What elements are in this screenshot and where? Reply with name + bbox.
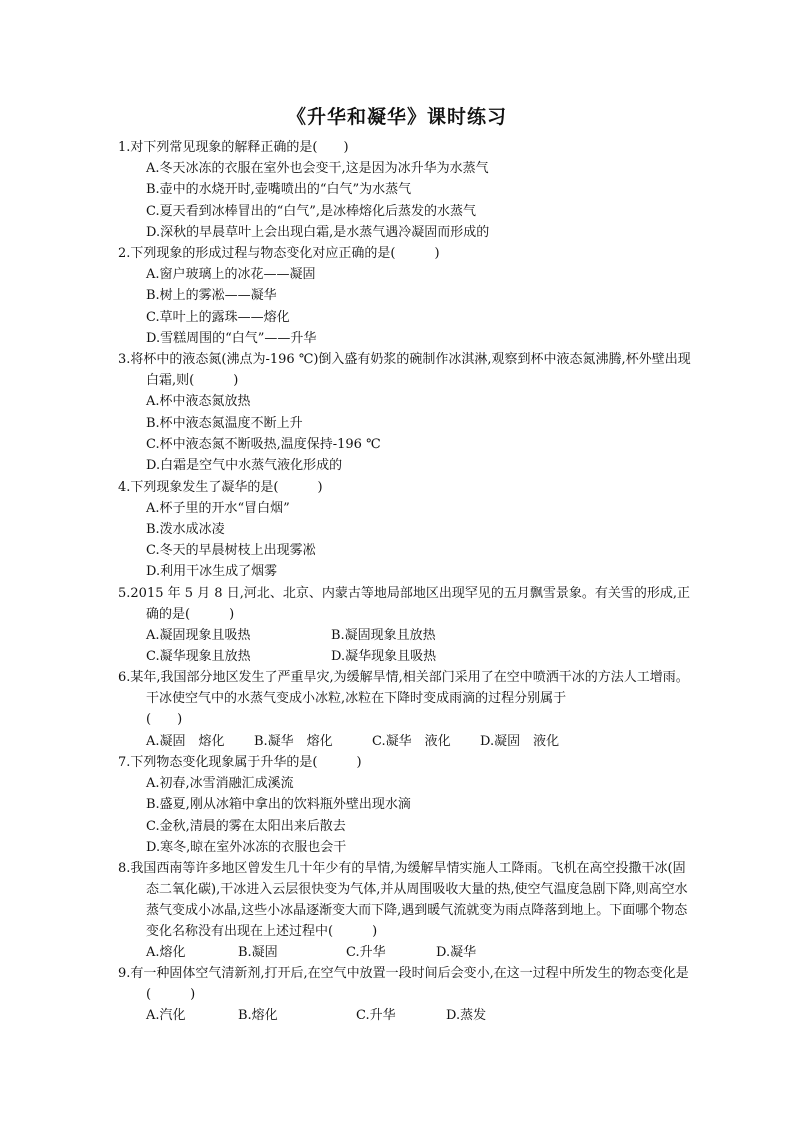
option-c: C.杯中液态氮不断吸热,温度保持-196 ℃: [146, 436, 381, 452]
option-d: D.蒸发: [446, 1008, 487, 1024]
option-d: D.雪糕周围的“白气”——升华: [146, 331, 317, 347]
option-row: [118, 1005, 698, 1026]
question-stem: 6.某年,我国部分地区发生了严重旱灾,为缓解旱情,相关部门采用了在空中喷洒干冰的方法人工增雨。干冰使空气中的水蒸气变成小冰粒,冰粒在下降时变成雨滴的过程分别属于: [118, 670, 689, 707]
option-b: B.凝固现象且放热: [331, 627, 436, 643]
option-b: B.熔化: [238, 1008, 278, 1024]
option-row: [118, 625, 698, 646]
option-a: A.杯子里的开水“冒白烟”: [146, 500, 290, 516]
option-b: B.凝固: [238, 945, 278, 961]
question-stem: 8.我国西南等许多地区曾发生几十年少有的旱情,为缓解旱情实施人工降雨。飞机在高空投撒干冰(固态二氧化碳),干冰进入云层很快变为气体,并从周围吸收大量的热,使空气温度急剧下降,则高空水蒸气变成小冰晶,这些小冰晶逐渐变大而下降,遇到暖气流就变为雨点降落到地上。下面哪个物态变化名称没有出现在上述过程中( ): [118, 861, 688, 940]
option-a: A.窗户玻璃上的冰花——凝固: [146, 267, 316, 283]
option-b: B.树上的雾凇——凝华: [146, 288, 277, 304]
question-7: [118, 752, 698, 858]
option-c: C.凝华现象且放热: [146, 649, 251, 665]
option-a: A.凝固现象且吸热: [146, 627, 251, 643]
question-stem: 4.下列现象发生了凝华的是( ): [118, 479, 323, 495]
option-row: [118, 646, 698, 667]
option-row: [118, 731, 698, 752]
option-c: C.夏天看到冰棒冒出的“白气”,是冰棒熔化后蒸发的水蒸气: [146, 203, 477, 219]
question-5: [118, 583, 698, 668]
question-stem: 3.将杯中的液态氮(沸点为-196 ℃)倒入盛有奶浆的碗制作冰淇淋,观察到杯中液态氮沸腾,杯外壁出现白霜,则( ): [118, 352, 691, 389]
option-a: A.初春,冰雪消融汇成溪流: [146, 775, 294, 791]
question-6: [118, 667, 698, 752]
question-stem: 9.有一种固体空气清新剂,打开后,在空气中放置一段时间后会变小,在这一过程中所发生的物态变化是( ): [118, 966, 689, 1003]
question-1: [118, 137, 698, 243]
document-title: 《升华和凝华》课时练习: [286, 106, 507, 128]
option-d: D.寒冬,晾在室外冰冻的衣服也会干: [146, 839, 347, 855]
option-c: C.草叶上的露珠——熔化: [146, 309, 290, 325]
question-answer-blank: ( ): [146, 712, 183, 728]
question-stem: 5.2015 年 5 月 8 日,河北、北京、内蒙古等地局部地区出现罕见的五月飘雪景象。有关雪的形成,正确的是( ): [118, 585, 690, 622]
option-c: C.金秋,清晨的雾在太阳出来后散去: [146, 818, 346, 834]
option-c: C.升华: [346, 945, 386, 961]
option-b: B.泼水成冰凌: [146, 521, 225, 537]
option-a: A.熔化: [146, 945, 186, 961]
question-3: [118, 349, 698, 476]
question-2: [118, 243, 698, 349]
option-d: D.白霜是空气中水蒸气液化形成的: [146, 458, 343, 474]
option-d: D.凝华现象且吸热: [331, 649, 437, 665]
option-d: D.利用干冰生成了烟雾: [146, 564, 278, 580]
option-d: D.深秋的早晨草叶上会出现白霜,是水蒸气遇冷凝固而形成的: [146, 224, 490, 240]
question-8: [118, 858, 698, 963]
option-b: B.盛夏,刚从冰箱中拿出的饮料瓶外壁出现水滴: [146, 797, 411, 813]
question-4: [118, 477, 698, 583]
option-c: C.冬天的早晨树枝上出现雾凇: [146, 543, 316, 559]
option-a: A.冬天冰冻的衣服在室外也会变干,这是因为冰升华为水蒸气: [146, 161, 489, 176]
option-c: C.凝华 液化: [372, 733, 451, 749]
question-9: [118, 963, 698, 1026]
option-c: C.升华: [356, 1008, 396, 1024]
option-d: D.凝华: [436, 945, 477, 961]
option-a: A.凝固 熔化: [146, 733, 225, 749]
option-row: [118, 942, 698, 963]
option-d: D.凝固 液化: [480, 733, 560, 749]
option-b: B.壶中的水烧开时,壶嘴喷出的“白气”为水蒸气: [146, 182, 412, 198]
option-a: A.汽化: [146, 1008, 186, 1024]
option-a: A.杯中液态氮放热: [146, 394, 251, 410]
question-stem: 1.对下列常见现象的解释正确的是( ): [118, 140, 349, 155]
option-b: B.杯中液态氮温度不断上升: [146, 415, 303, 431]
question-stem: 7.下列物态变化现象属于升华的是( ): [118, 754, 362, 770]
option-b: B.凝华 熔化: [254, 733, 333, 749]
question-stem: 2.下列现象的形成过程与物态变化对应正确的是( ): [118, 246, 440, 262]
question-list: [118, 137, 698, 1027]
